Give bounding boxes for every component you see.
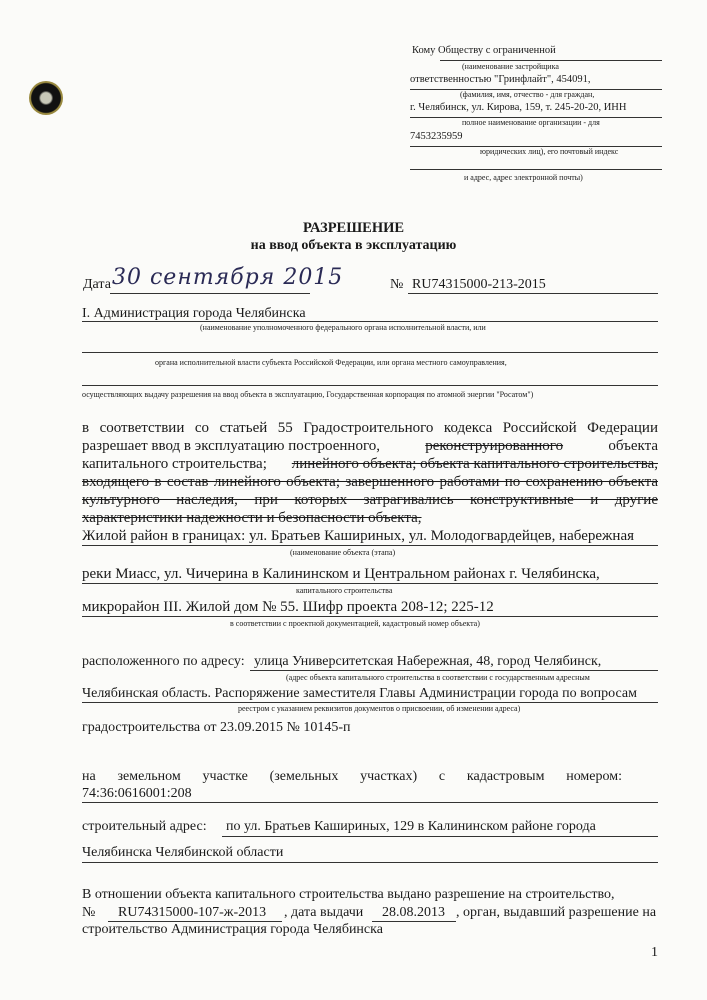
construction-address-label: строительный адрес: <box>82 819 207 834</box>
page-subtitle: на ввод объекта в эксплуатацию <box>250 238 457 253</box>
body-line-2 <box>82 438 658 455</box>
permit-number: RU74315000-213-2015 <box>412 277 546 292</box>
body-line-2-text: разрешает ввод в эксплуатацию построенного, <box>82 438 380 454</box>
page-number: 1 <box>651 945 658 960</box>
object-name-2: реки Миасс, ул. Чичерина в Калининском и Центральном районах г. Челябинска, <box>82 566 600 582</box>
recipient-line-3: г. Челябинск, ул. Кирова, 159, т. 245-20-20, ИНН <box>410 102 627 113</box>
object-hint-1: (наименование объекта (этапа) <box>290 548 396 557</box>
permit-issue-date: 28.08.2013 <box>382 905 445 920</box>
recipient-hint-5: и адрес, адрес электронной почты) <box>464 173 583 182</box>
struck-line-5: культурного наследия, при которых затрагивались конструктивные и другие <box>82 492 658 508</box>
land-line: на земельном участке (земельных участках) с кадастровым номером: <box>82 769 622 784</box>
cadastral-number: 74:36:0616001:208 <box>82 786 192 801</box>
page-title: РАЗРЕШЕНИЕ <box>302 220 405 236</box>
permit-line-1: В отношении объекта капитального строительства выдано разрешение на строительство, <box>82 887 615 902</box>
struck-line-4: входящего в состав линейного объекта; завершенного работами по сохранению объекта <box>82 474 658 490</box>
object-hint-2: капитального строительства <box>296 586 393 595</box>
authority-hint-3: осуществляющих выдачу разрешения на ввод объекта в эксплуатацию, Государственная корпорация по атомной энергии "Росатом") <box>82 390 534 399</box>
construction-address-2: Челябинска Челябинской области <box>82 845 284 860</box>
permit-construction-number: RU74315000-107-ж-2013 <box>118 905 267 920</box>
address-hint-1: (адрес объекта капитального строительства в соответствии с государственным адресным <box>286 673 590 682</box>
struck-reconstructed: реконструированного <box>425 438 564 454</box>
address-label: расположенного по адресу: <box>82 654 245 669</box>
date-handwritten: 30 сентября 2015 <box>112 265 344 290</box>
authority-hint-2: органа исполнительной власти субъекта Российской Федерации, или органа местного самоуправления, <box>155 358 507 367</box>
recipient-line-1: Кому Обществу с ограниченной <box>412 45 556 56</box>
authority-hint-1: (наименование уполномоченного федерального органа исполнительной власти, или <box>200 323 486 332</box>
body-line-1: в соответствии со статьей 55 Градостроительного кодекса Российской Федерации <box>82 420 658 436</box>
body-line-2-object: объекта <box>608 438 658 454</box>
object-hint-3: в соответствии с проектной документацией, кадастровый номер объекта) <box>230 619 480 628</box>
recipient-hint-4: юридических лиц), его почтовый индекс <box>480 147 619 156</box>
binder-hole-icon <box>29 81 63 115</box>
recipient-hint-2: (фамилия, имя, отчество - для граждан, <box>460 90 595 99</box>
body-line-3 <box>82 456 658 473</box>
date-label: Дата <box>83 277 111 292</box>
object-name-1: Жилой район в границах: ул. Братьев Кашириных, ул. Молодогвардейцев, набережная <box>82 528 635 544</box>
construction-address-1: по ул. Братьев Кашириных, 129 в Калининском районе города <box>226 819 596 834</box>
authority-name: I. Администрация города Челябинска <box>82 306 306 321</box>
address-hint-2: реестром с указанием реквизитов документов о присвоении, об изменении адреса) <box>238 704 521 713</box>
address-line-3: градостроительства от 23.09.2015 № 10145-п <box>82 720 351 735</box>
permit-line-2-authority: , орган, выдавший разрешение на <box>456 905 657 920</box>
recipient-line-2: ответственностью "Гринфлайт", 454091, <box>410 74 591 85</box>
address-line-2: Челябинская область. Распоряжение заместителя Главы Администрации города по вопросам <box>82 686 637 701</box>
struck-linear-object: линейного объекта; объекта капитального строительства, <box>291 456 658 472</box>
recipient-line-4: 7453235959 <box>410 131 463 142</box>
struck-line-6: характеристики надежности и безопасности объекта, <box>82 510 422 526</box>
number-label: № <box>390 277 404 292</box>
object-name-3: микрорайон III. Жилой дом № 55. Шифр проекта 208-12; 225-12 <box>82 599 494 615</box>
permit-line-2-date-label: , дата выдачи <box>284 905 364 920</box>
body-line-3-text: капитального строительства; <box>82 456 267 472</box>
address-line-1: улица Университетская Набережная, 48, город Челябинск, <box>254 654 602 669</box>
permit-line-3: строительство Администрация города Челябинска <box>82 922 383 937</box>
recipient-hint-1: (наименование застройщика <box>462 62 559 71</box>
recipient-hint-3: полное наименование организации - для <box>462 118 600 127</box>
permit-line-2-no: № <box>82 905 96 920</box>
